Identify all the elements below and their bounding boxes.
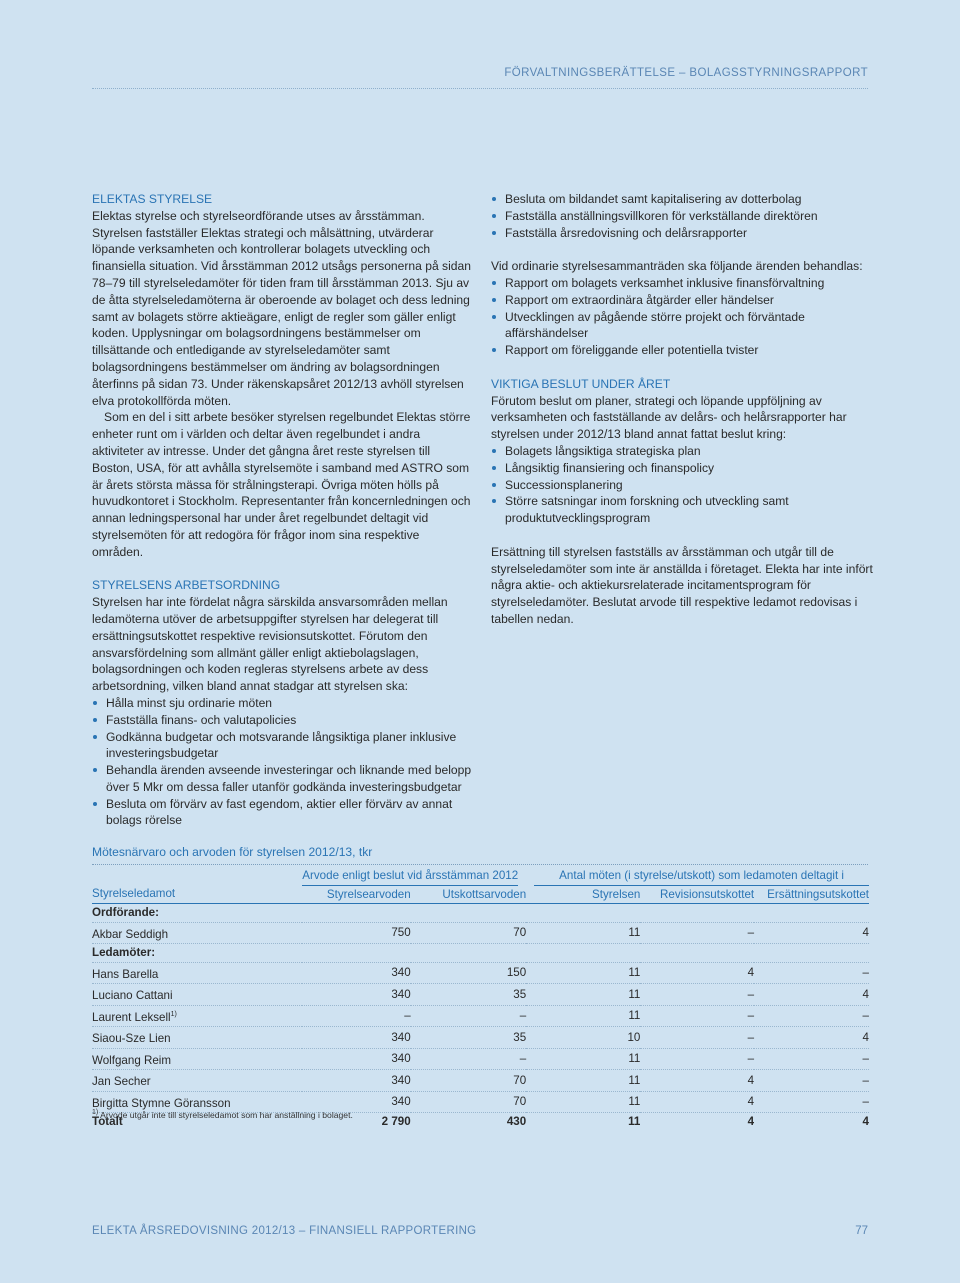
bullet-list [491,275,873,359]
list-item: Utvecklingen av pågående större projekt och förväntade affärshändelser [491,309,873,343]
table-row [92,1005,869,1026]
bullet-list [92,695,472,829]
cell-value: – [754,962,869,983]
cell-value: 11 [526,922,640,943]
list-item: Långsiktig finansiering och finanspolicy [491,460,873,477]
cell-value: 4 [640,962,754,983]
cell-name: Luciano Cattani [92,984,302,1005]
paragraph: Vid ordinarie styrelsesammanträden ska följande ärenden behandlas: [491,259,863,274]
list-item: Besluta om bildandet samt kapitalisering av dotterbolag [491,191,873,208]
cell-value: 4 [862,1115,869,1128]
list-item: Behandla ärenden avseende investeringar och liknande med belopp över 5 Mkr om dessa faller utanför godkända investeringsbudgetar [92,762,472,796]
cell-value: – [754,1091,869,1112]
paragraph: Som en del i sitt arbete besöker styrelsen regelbundet Elektas större enheter runt om i världen och deltar även regelbundet i andra aktiviteter av intresse. Under det gångna året reste styrelsen till Boston, USA, för att avhålla styrelsemöte i samband med ASTRO som är årets största mässa för strålningsterapi. Övriga möten hölls på huvudkontoret i Stockholm. Representanter från koncernledningen och annan ledningspersonal har under året regelbundet deltagit vid styrelsemöten för att redogöra för frågor inom sina respektive områden. [92,410,471,559]
list-item: Besluta om förvärv av fast egendom, aktier eller förvärv av annat bolags rörelse [92,796,472,830]
cell-value: – [411,1048,527,1069]
cell-value: – [640,1027,754,1048]
table-row [92,962,869,983]
cell-value: 4 [754,922,869,943]
cell-value: 11 [526,962,640,983]
column-header: Ersättningsutskottet [754,885,869,904]
cell-value: – [640,1005,754,1026]
cell-value: 340 [302,1048,410,1069]
cell-value: 35 [411,1027,527,1048]
cell-value: 35 [411,984,527,1005]
cell-value: 4 [754,984,869,1005]
cell-name: Siaou-Sze Lien [92,1027,302,1048]
list-item: Större satsningar inom forskning och utveckling samt produktutvecklingsprogram [491,493,873,527]
table-row [92,1048,869,1069]
cell-value: 11 [526,1091,640,1112]
column-header: Styrelsen [526,885,640,904]
subheader-chair: Ordförande: [92,904,869,923]
cell-value: 11 [628,1115,641,1128]
cell-value: 2 790 [381,1115,411,1128]
cell-value: – [754,1005,869,1026]
cell-value: 340 [302,1027,410,1048]
left-column [92,191,472,829]
cell-name: Akbar Seddigh [92,922,302,943]
subheader-members: Ledamöter: [92,944,869,963]
cell-value: 11 [526,1005,640,1026]
page-header-title: FÖRVALTNINGSBERÄTTELSE – BOLAGSSTYRNINGSRAPPORT [504,67,868,79]
cell-value: 340 [302,984,410,1005]
cell-name: Totalt [92,1115,123,1128]
cell-name: Laurent Leksell$^{1)}$ [92,1005,302,1026]
cell-value: – [411,1005,527,1026]
column-header: Utskottsarvoden [411,885,527,904]
cell-value: – [640,1048,754,1069]
cell-value: 430 [506,1115,527,1128]
cell-value: 340 [302,1091,410,1112]
board-attendance-table [92,867,869,1131]
list-item: Successionsplanering [491,477,873,494]
header-rule [92,88,868,89]
bullet-list [491,443,873,527]
paragraph: Elektas styrelse och styrelseordförande utses av årsstämman. Styrelsen fastställer Elektas strategi och målsättning, utvärderar löpande verksamheten och kontrollerar bolagets utveckling och finansiella situation. Vid årsstämman 2012 utsågs personerna på sidan 78–79 till styrelseledamöter för tiden fram till årsstämman 2013. Sju av de åtta styrelseledamöterna är oberoende av bolaget och dess ledning samt av bolagets större aktieägare, enligt de regler som gäller enligt koden. Upplysningar om bolagsordningens bestämmelser om tillsättande och entledigande av styrelseledamöter samt bolagsordningens bestämmelser om ändring av bolagsordningen återfinns på sidan 73. Under räkenskapsåret 2012/13 avhöll styrelsen elva protokollförda möten. [92,208,471,408]
bullet-list [491,191,873,241]
list-item: Godkänna budgetar och motsvarande långsiktiga planer inklusive investeringsbudgetar [92,729,472,763]
cell-value: – [302,1005,410,1026]
section-heading-viktiga-beslut: VIKTIGA BESLUT UNDER ÅRET [491,376,671,391]
group-header-fees: Arvode enligt beslut vid årsstämman 2012 [302,867,526,885]
cell-value: 70 [411,1070,527,1091]
cell-name: Birgitta Stymne Göransson [92,1091,302,1112]
cell-value: 150 [411,962,527,983]
table-row [92,1070,869,1091]
cell-value: 750 [302,922,410,943]
cell-value: 11 [526,1048,640,1069]
cell-value: 11 [526,984,640,1005]
section-heading-elektas-styrelse: ELEKTAS STYRELSE [92,192,213,206]
cell-name: Wolfgang Reim [92,1048,302,1069]
list-item: Bolagets långsiktiga strategiska plan [491,443,873,460]
cell-value: 340 [302,962,410,983]
list-item: Fastställa anställningsvillkoren för verkställande direktören [491,208,873,225]
table-row [92,1027,869,1048]
column-header: Styrelsearvoden [302,885,410,904]
column-header: Revisionsutskottet [640,885,754,904]
list-item: Fastställa finans- och valutapolicies [92,712,472,729]
cell-value: 10 [526,1027,640,1048]
cell-name: Jan Secher [92,1070,302,1091]
cell-value: – [754,1048,869,1069]
group-header-meetings: Antal möten (i styrelse/utskott) som ledamoten deltagit i [526,867,869,885]
cell-value: 70 [411,1091,527,1112]
paragraph: Styrelsen har inte fördelat några särskilda ansvarsområden mellan ledamöterna utöver de arbetsuppgifter styrelsen har delegerat till ersättningsutskottet respektive revisionsutskottet. Förutom den ansvarsfördelning som allmänt gäller enligt aktiebolagslagen, bolagsordningen och koden regleras styrelsens arbete av dess arbetsordning, vilken bland annat stadgar att styrelsen ska: [92,595,448,694]
table-row [92,922,869,943]
table-row [92,984,869,1005]
cell-value: 4 [640,1070,754,1091]
table-title: Mötesnärvaro och arvoden för styrelsen 2012/13, tkr [92,845,373,859]
right-column [491,191,873,628]
cell-name: Hans Barella [92,962,302,983]
list-item: Rapport om föreliggande eller potentiella tvister [491,342,873,359]
cell-value: 70 [411,922,527,943]
list-item: Rapport om extraordinära åtgärder eller händelser [491,292,873,309]
cell-value: 4 [754,1027,869,1048]
section-heading-arbetsordning: STYRELSENS ARBETSORDNING [92,578,281,593]
cell-value: – [754,1070,869,1091]
list-item: Hålla minst sju ordinarie möten [92,695,472,712]
paragraph: Ersättning till styrelsen fastställs av årsstämman och utgår till de styrelseledamöter som inte är anställda i företaget. Elekta har inte infört några aktie- och aktiekursrelaterade incitamentsprogram för styrelseledamöter. Beslutat arvode till respektive ledamot redovisas i tabellen nedan. [491,544,873,626]
list-item: Fastställa årsredovisning och delårsrapporter [491,225,873,242]
page-number: 77 [855,1225,868,1237]
list-item: Rapport om bolagets verksamhet inklusive finansförvaltning [491,275,873,292]
table-footnote: $^{1)}$ Arvode utgår inte till styrelseledamot som har anställning i bolaget. [92,1109,353,1120]
footer-title: ELEKTA ÅRSREDOVISNING 2012/13 – FINANSIELL RAPPORTERING [92,1225,477,1237]
cell-value: – [640,984,754,1005]
cell-value: 11 [526,1070,640,1091]
column-header: Styrelseledamot [92,885,302,904]
cell-value: 4 [747,1115,755,1128]
paragraph: Förutom beslut om planer, strategi och löpande uppföljning av verksamheten och fastställande av delårs- och helårsrapporter har styrelsen under 2012/13 bland annat fattat beslut kring: [491,393,847,442]
cell-value: – [640,922,754,943]
cell-value: 4 [640,1091,754,1112]
table-title-rule [92,864,868,865]
cell-value: 340 [302,1070,410,1091]
